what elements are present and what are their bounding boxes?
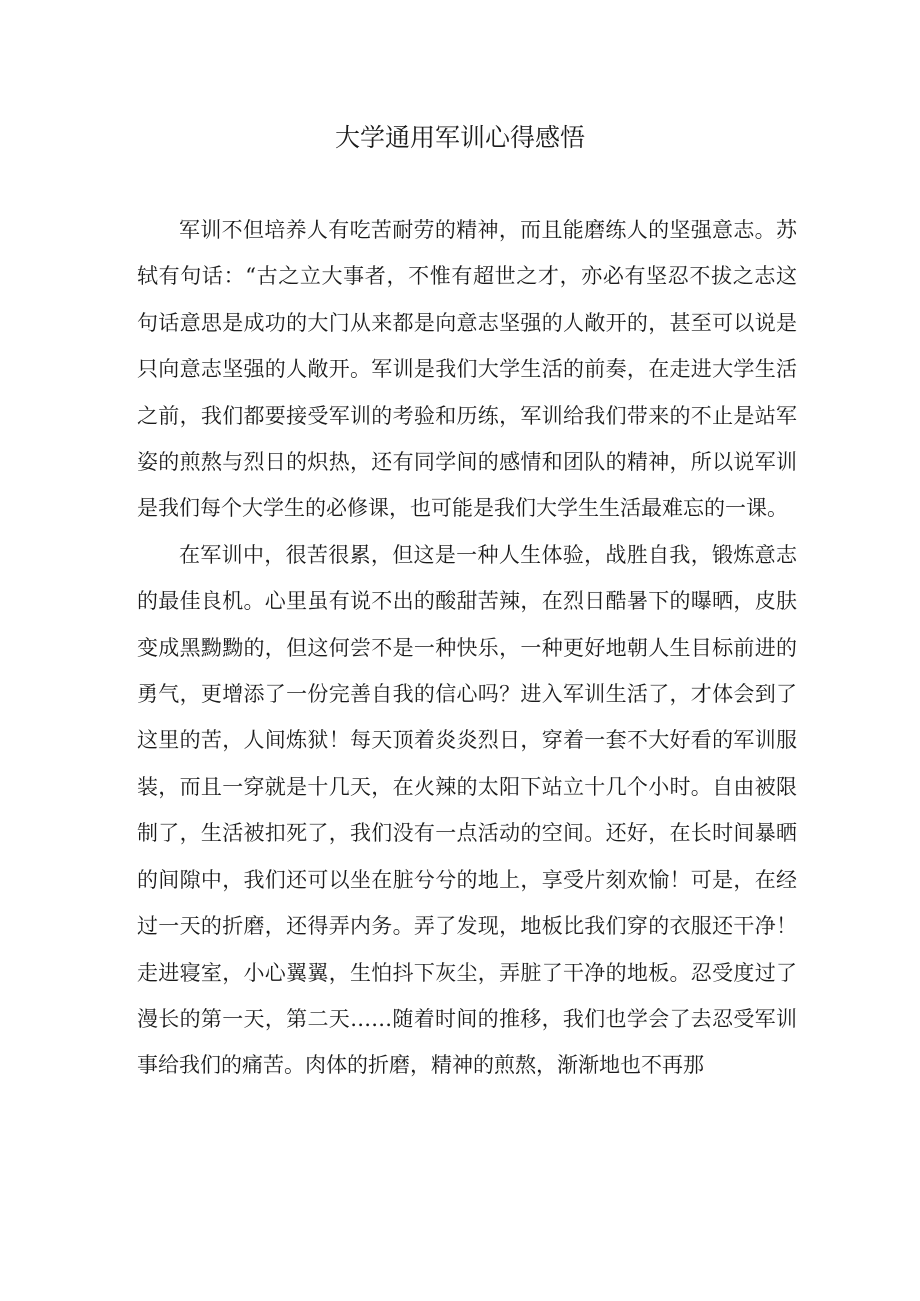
paragraph-2: 在军训中，很苦很累，但这是一种人生体验，战胜自我，锻炼意志的最佳良机。心里虽有说不出的酸甜苦辣，在烈日酷暑下的曝晒，皮肤变成黑黝黝的，但这何尝不是一种快乐，一种更好地朝人生目标前进的勇气，更增添了一份完善自我的信心吗？进入军训生活了，才体会到了这里的苦，人间炼狱！每天顶着炎炎烈日，穿着一套不大好看的军训服装，而且一穿就是十几天，在火辣的太阳下站立十几个小时。自由被限制了，生活被扣死了，我们没有一点活动的空间。还好，在长时间暴晒的间隙中，我们还可以坐在脏兮兮的地上，享受片刻欢愉！可是，在经过一天的折磨，还得弄内务。弄了发现，地板比我们穿的衣服还干净！走进寝室，小心翼翼，生怕抖下灰尘，弄脏了干净的地板。忍受度过了漫长的第一天，第二天……随着时间的推移，我们也学会了去忍受军训事给我们的痛苦。肉体的折磨，精神的煎熬，渐渐地也不再那 xyxy=(137,542,797,1078)
document-body xyxy=(137,207,797,1089)
paragraph-1: 军训不但培养人有吃苦耐劳的精神，而且能磨练人的坚强意志。苏轼有句话：“古之立大事者，不惟有超世之才，亦必有坚忍不拔之志这句话意思是成功的大门从来都是向意志坚强的人敞开的，甚至可以说是只向意志坚强的人敞开。军训是我们大学生活的前奏，在走进大学生活之前，我们都要接受军训的考验和历练，军训给我们带来的不止是站军姿的煎熬与烈日的炽热，还有同学间的感情和团队的精神，所以说军训是我们每个大学生的必修课，也可能是我们大学生生活最难忘的一课。 xyxy=(137,218,797,521)
document-title: 大学通用军训心得感悟 xyxy=(334,123,585,152)
